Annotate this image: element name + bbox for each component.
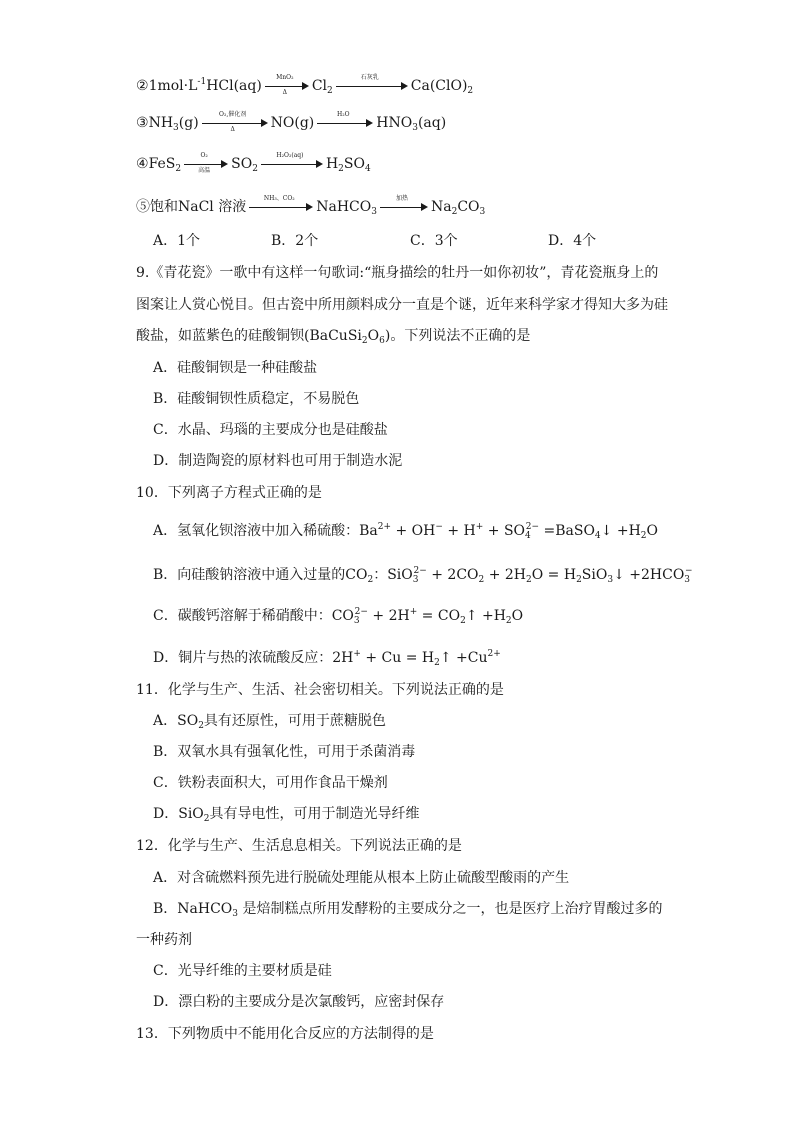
option-text: B．NaHCO [153,901,233,917]
q10-option-b[interactable] [153,561,693,590]
equation: + 2H [367,608,410,624]
subscript: 3 [479,207,486,217]
subscript: 3 [371,207,377,217]
product: HNO [376,115,413,131]
superscript: 2+ [487,649,501,659]
q8-option-b[interactable]: B．2个 [271,233,319,249]
subscript: 4 [594,531,601,541]
equation: + 2H [484,567,526,583]
stem-text: 酸盐，如蓝紫色的硅酸铜钡(BaCuSi [136,328,362,344]
superscript: − [685,566,693,576]
equation: ↑ +H [465,608,506,624]
subscript: 2 [526,575,532,585]
q12-option-d[interactable]: D．漂白粉的主要成分是次氯酸钙，应密封保存 [153,994,445,1010]
q8-option-d[interactable]: D．4个 [548,233,597,249]
equation: + 2CO [426,567,479,583]
subscript: 4 [525,531,531,541]
subscript: 2 [175,164,182,174]
product: H [325,156,339,172]
option-label: C．碳酸钙溶解于稀硝酸中： [153,608,332,624]
equation: =BaSO [539,523,595,539]
equation: ↓ +H [600,523,641,539]
item-number: ④ [136,156,149,172]
q10-option-d[interactable] [153,644,501,673]
equation: Ba [359,523,378,539]
subscript: 2 [252,164,258,174]
subscript: 3 [353,616,360,626]
reaction-arrow-2 [380,195,428,213]
q11-option-d[interactable] [153,804,420,829]
reactant: FeS [148,156,176,172]
q8-item-5 [136,197,485,222]
subscript: 3 [684,575,691,585]
q11-option-a[interactable] [153,711,386,736]
q11-stem: 11．化学与生产、生活、社会密切相关。下列说法正确的是 [136,682,504,698]
equation: ↑ +Cu [439,650,488,666]
equation: 2H [332,650,354,666]
subscript: 4 [364,164,371,174]
reaction-arrow-1 [202,111,268,133]
equation: CO [331,608,354,624]
arrow-condition-bottom: 高温 [198,167,211,174]
equation: ↓ +2HCO [613,567,685,583]
q8-item-4 [136,154,371,179]
subscript: 2 [505,616,512,626]
arrow-condition-top: NH₃、CO₂ [263,195,295,202]
subscript: 2 [467,86,474,96]
option-label: D．铜片与热的浓硫酸反应： [153,650,333,666]
superscript: -1 [197,77,207,87]
equation: O [646,523,658,539]
superscript: 2− [413,566,427,576]
product-rest: SO [343,156,365,172]
reactant-rest: HCl(aq) [206,78,262,94]
intermediate: NO(g) [270,115,315,131]
q11-option-b[interactable]: B．双氧水具有强氧化性，可用于杀菌消毒 [153,744,416,760]
option-label: A．氢氧化钡溶液中加入稀硫酸： [153,523,360,539]
q12-option-c[interactable]: C．光导纤维的主要材质是硅 [153,963,332,979]
item-number: ③ [136,115,149,131]
subscript: 2 [434,658,440,668]
q11-option-c[interactable]: C．铁粉表面积大，可用作食品干燥剂 [153,775,388,791]
superscript: 2− [525,522,540,532]
subscript: 2 [361,336,368,346]
equation: O [511,608,524,624]
subscript: 2 [327,86,333,96]
subscript: 2 [576,575,582,585]
reaction-arrow-1 [184,152,228,174]
equation: SiO [387,567,413,583]
intermediate: SO [231,156,253,172]
option-text: 具有导电性，可用于制造光导纤维 [209,806,420,822]
reaction-arrow-2 [261,152,323,170]
q9-stem-line-1: 9.《青花瓷》一歌中有这样一句歌词:“瓶身描绘的牡丹一如你初妆”，青花瓷瓶身上的 [136,265,659,281]
subscript: 3 [173,123,179,133]
q10-option-c[interactable] [153,602,523,631]
reactant-rest: (g) [178,115,199,131]
arrow-condition-bottom: Δ [230,126,235,133]
superscript: + [475,522,484,532]
stem-text: )。下列说法不正确的是 [384,328,531,344]
reaction-arrow-1 [265,74,309,96]
option-text: A．SO [153,713,199,729]
arrow-condition-top: 石灰乳 [360,74,379,81]
arrow-condition-top: MnO₂ [276,74,294,81]
arrow-condition-top: O₂ [200,152,208,159]
intermediate: Cl [311,78,328,94]
equation: + SO [483,523,526,539]
q9-option-b[interactable]: B．硅酸铜钡性质稳定，不易脱色 [153,391,360,407]
q8-option-a[interactable]: A．1个 [153,233,201,249]
option-text: 具有还原性，可用于蔗糖脱色 [203,713,386,729]
option-label: ： [373,567,388,583]
q8-item-3 [136,113,446,138]
subscript: 2 [460,616,466,626]
product: Ca(ClO) [410,78,468,94]
item-number: ⑤ [136,199,150,215]
superscript: 2− [354,607,368,617]
q8-item-2 [136,72,473,101]
q9-stem-line-3 [136,326,530,351]
arrow-condition-top: O₂,催化剂 [219,111,247,118]
equation: + Cu = H [360,650,435,666]
reaction-arrow-2 [317,111,373,129]
q9-option-a[interactable]: A．硅酸铜钡是一种硅酸盐 [153,360,318,376]
q8-option-c[interactable]: C．3个 [410,233,458,249]
subscript: 2 [203,814,210,824]
q9-stem-line-2: 图案让人赏心悦目。但古瓷中所用颜料成分一直是个谜，近年来科学家才得知大多为硅 [136,297,668,313]
subscript: 2 [338,164,344,174]
subscript: 2 [451,207,458,217]
superscript: + [409,607,418,617]
superscript: − [435,522,443,532]
q10-stem: 10．下列离子方程式正确的是 [136,485,322,501]
reactant: 1mol·L [148,78,198,94]
intermediate: NaHCO [316,199,372,215]
stem-text: O [367,328,380,344]
q10-option-a[interactable] [153,517,658,546]
equation: SiO [581,567,608,583]
reaction-arrow-1 [249,195,313,213]
q12-option-b[interactable] [153,899,662,924]
reactant: NH [148,115,174,131]
subscript: 2 [640,531,647,541]
equation: O = H [531,567,577,583]
arrow-condition-bottom: Δ [282,89,287,96]
subscript: 2 [367,575,374,585]
q9-option-c[interactable]: C．水晶、玛瑙的主要成分也是硅酸盐 [153,422,388,438]
q13-stem: 13．下列物质中不能用化合反应的方法制得的是 [136,1026,434,1042]
subscript: 3 [412,123,418,133]
option-label: B．向硅酸钠溶液中通入过量的CO [153,567,368,583]
reaction-arrow-2 [336,74,408,92]
superscript: 2+ [377,522,392,532]
option-text: 是焙制糕点所用发酵粉的主要成分之一，也是医疗上治疗胃酸过多的 [238,901,663,917]
option-text: D．SiO [153,806,204,822]
q9-option-d[interactable]: D．制造陶瓷的原材料也可用于制造水泥 [153,453,403,469]
superscript: + [353,649,361,659]
arrow-condition-top: 加热 [395,195,408,202]
equation: = CO [417,608,461,624]
subscript: 2 [198,721,204,731]
product-rest: (aq) [417,115,447,131]
item-number: ② [136,78,149,94]
arrow-condition-top: H₂O [337,111,350,118]
subscript: 2 [478,575,485,585]
reactant: 饱和NaCl 溶液 [150,199,247,215]
subscript: 3 [232,909,239,919]
arrow-condition-top: H₂O₂(aq) [276,152,304,159]
subscript: 6 [379,336,385,346]
q12-stem: 12．化学与生产、生活息息相关。下列说法正确的是 [136,838,462,854]
q12-option-a[interactable]: A．对含硫燃料预先进行脱硫处理能从根本上防止硫酸型酸雨的产生 [153,870,570,886]
equation: + H [442,523,476,539]
subscript: 3 [412,575,419,585]
product: Na [430,199,452,215]
product-rest: CO [457,199,480,215]
q12-option-b-continued: 一种药剂 [136,932,192,948]
equation: + OH [391,523,436,539]
subscript: 3 [607,575,614,585]
